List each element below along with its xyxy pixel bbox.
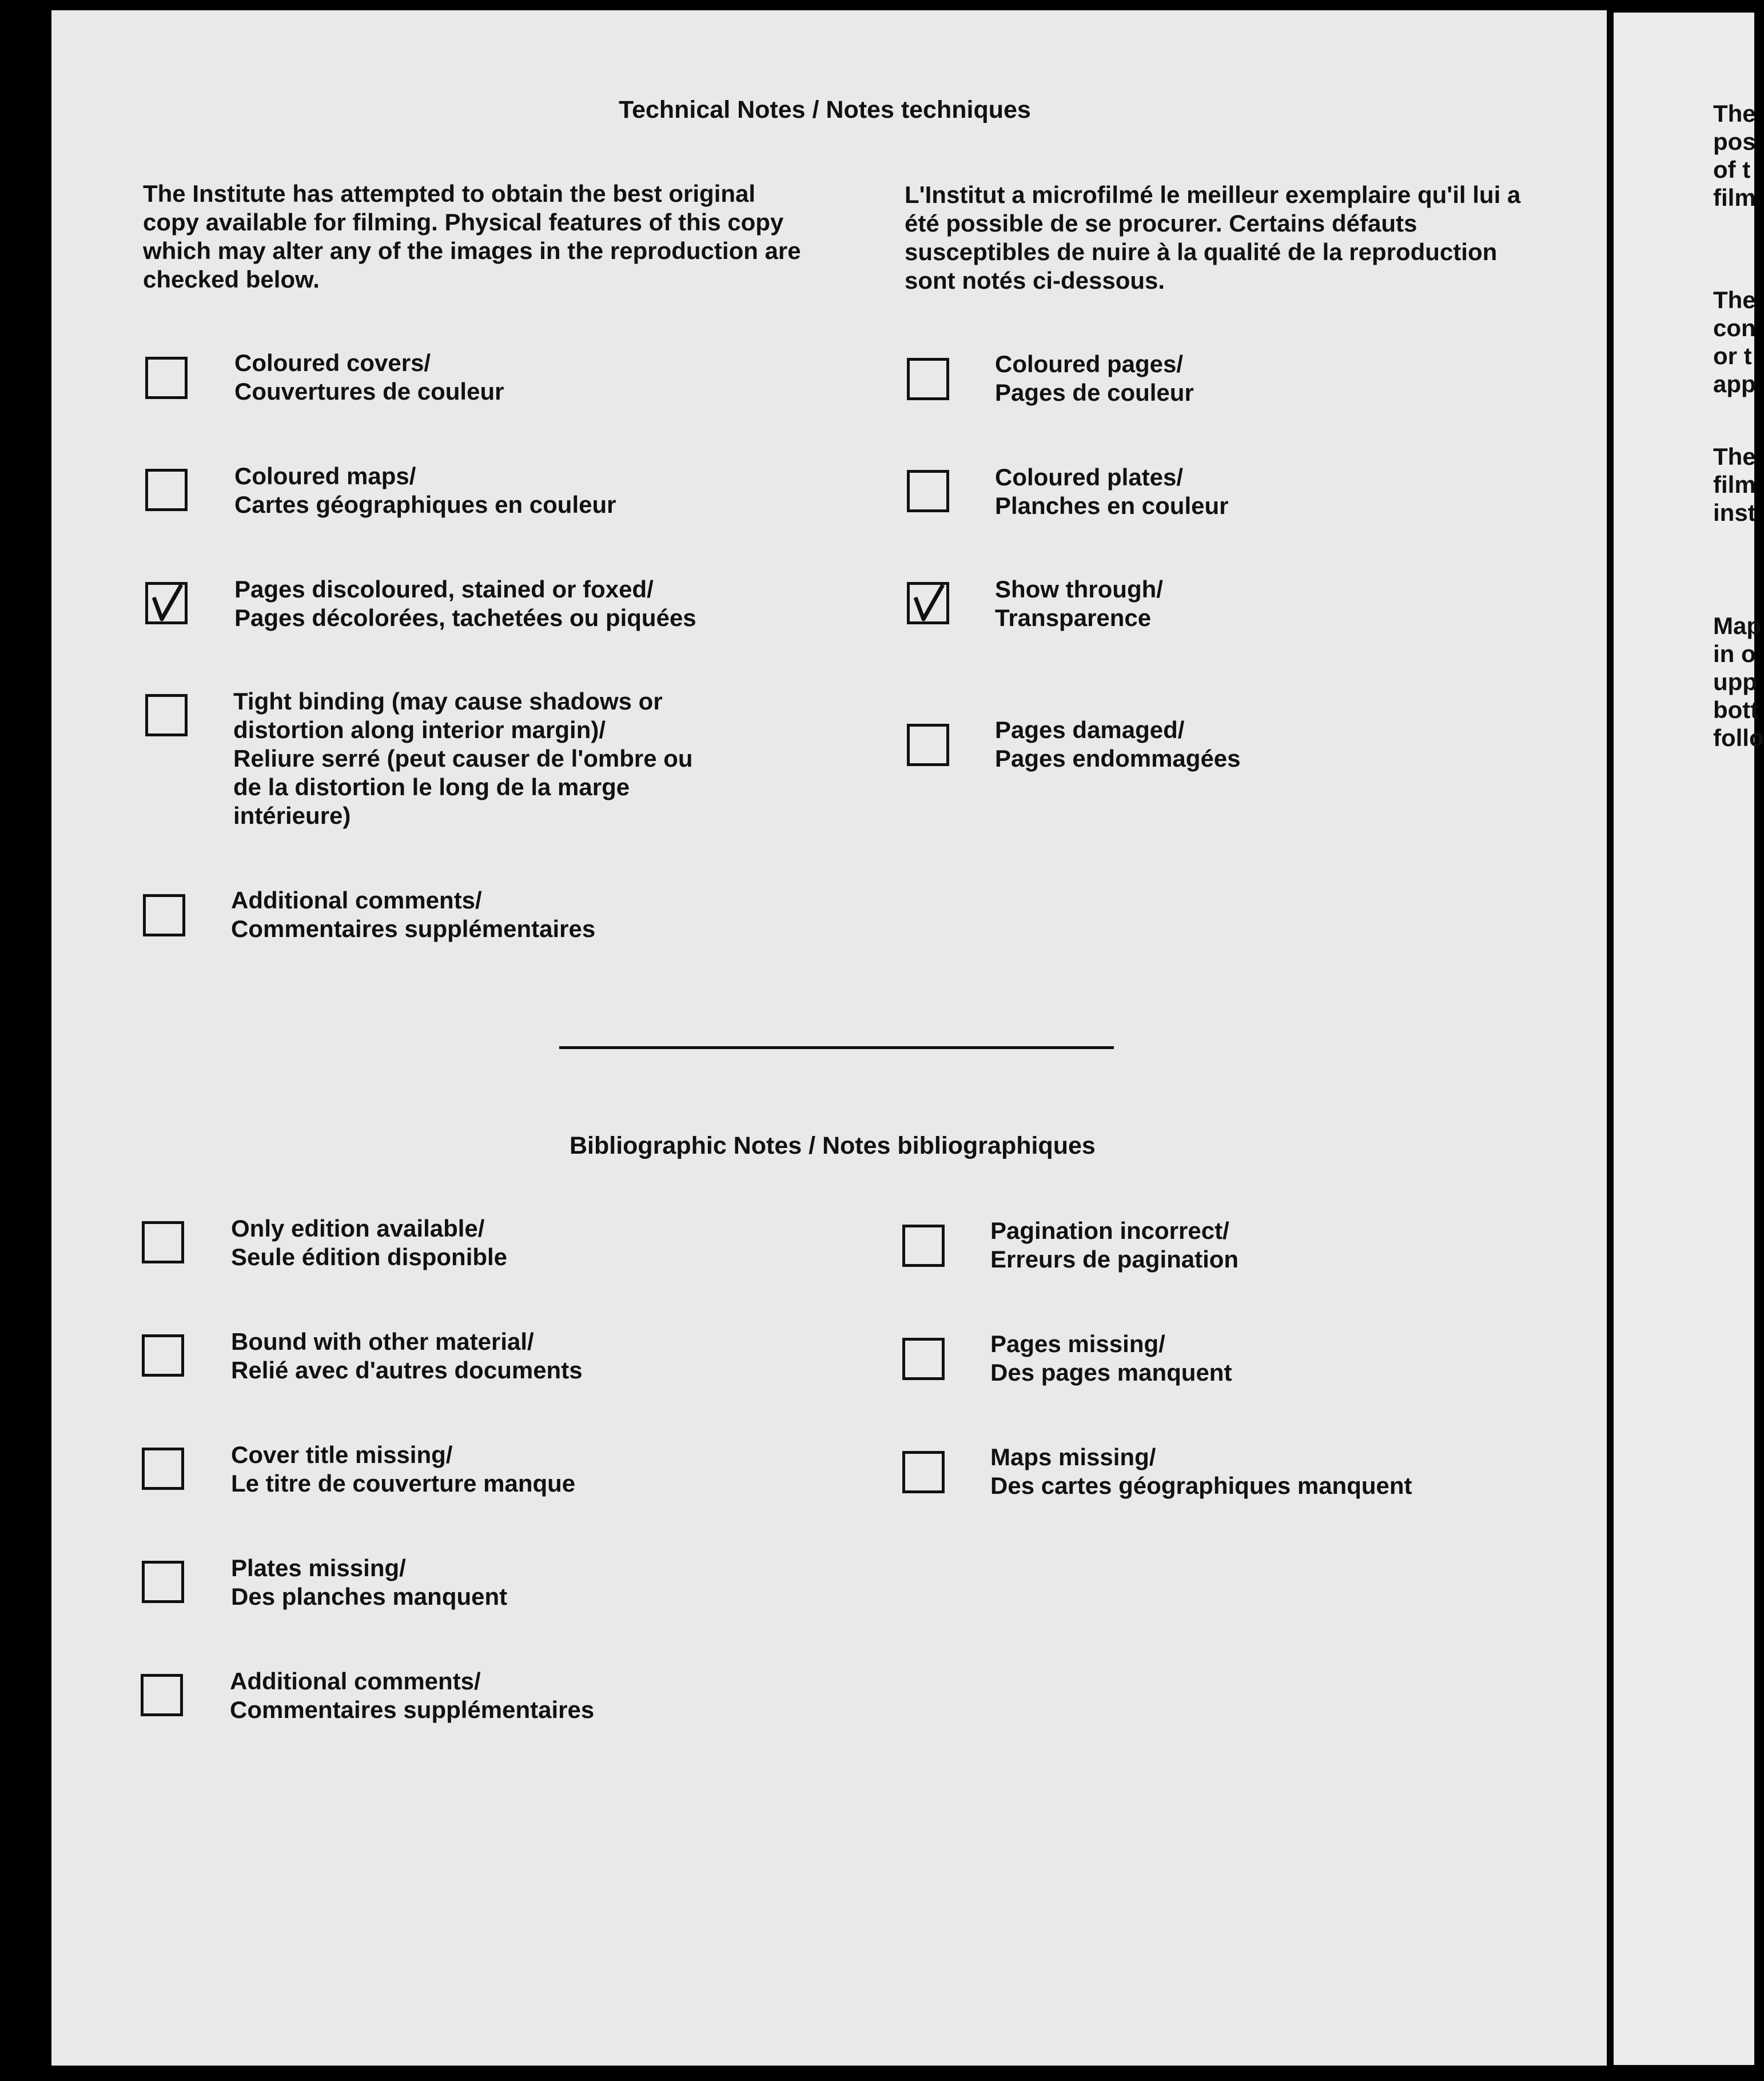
label-en: Coloured maps/ [234,463,416,489]
checkbox-pages-missing[interactable] [902,1338,945,1380]
label-cover-title-missing [231,1441,575,1498]
fragment-line: film [1713,184,1756,211]
label-en: Coloured covers/ [234,349,431,376]
checkbox-maps-missing[interactable] [902,1451,945,1493]
fragment-line: The [1713,286,1756,313]
label-fr: Le titre de couverture manque [231,1470,576,1497]
bibliographic-notes-heading: Bibliographic Notes / Notes bibliographiques [570,1132,1096,1159]
fragment-line: app [1713,370,1756,397]
label-fr: Erreurs de pagination [990,1246,1239,1273]
label-pages-missing [990,1330,1232,1387]
label-fr: Seule édition disponible [231,1243,508,1270]
label-tight-binding [233,687,693,830]
checkbox-cover-title-missing[interactable] [142,1448,184,1490]
label-en: Additional comments/ [231,887,482,914]
checkbox-additional-comments-technical[interactable] [143,894,185,936]
label-fr: Transparence [995,604,1152,631]
label-additional-comments-bibliographic [230,1667,594,1724]
label-en: Maps missing/ [990,1444,1156,1470]
label-fr: Pages de couleur [995,379,1194,406]
fragment-line: The [1713,100,1756,127]
label-additional-comments-technical [231,886,595,943]
label-en: Pages missing/ [990,1330,1165,1357]
fragment-line: follo [1713,724,1764,751]
fragment-line: Map [1713,612,1761,639]
label-line: Tight binding (may cause shadows or [233,688,663,715]
label-line: Reliure serré (peut causer de l'ombre ou [233,745,693,772]
label-fr: Pages décolorées, tachetées ou piquées [234,604,696,631]
label-fr: Commentaires supplémentaires [230,1696,595,1723]
checkbox-bound-with[interactable] [142,1334,184,1377]
label-show-through [995,575,1163,632]
label-line: de la distortion le long de la marge [233,774,630,800]
label-pages-damaged [995,716,1241,773]
label-en: Coloured plates/ [995,464,1184,491]
label-line: intérieure) [233,802,351,829]
checkbox-additional-comments-bibliographic[interactable] [141,1674,183,1716]
checkbox-coloured-pages[interactable] [907,358,949,400]
fragment-line: The [1713,443,1756,470]
label-en: Bound with other material/ [231,1328,534,1355]
label-fr: Des pages manquent [990,1359,1232,1386]
label-fr: Des cartes géographiques manquent [990,1472,1412,1499]
adjacent-page-fragment [1614,13,1764,2065]
label-fr: Planches en couleur [995,492,1229,519]
checkbox-show-through[interactable] [907,582,949,624]
intro-english: The Institute has attempted to obtain the best original copy available for filming. Physical features of this copy which may alter any of the images in the reproduction are checked below. [143,180,801,293]
fragment-line: inst [1713,499,1756,526]
label-en: Coloured pages/ [995,350,1184,377]
label-coloured-maps [234,462,616,519]
fragment-line: con [1713,314,1756,341]
checkbox-pages-damaged[interactable] [907,724,949,766]
label-plates-missing [231,1554,507,1611]
technical-notes-heading: Technical Notes / Notes techniques [619,96,1031,123]
checkmark-icon [150,583,185,624]
checkbox-plates-missing[interactable] [142,1561,184,1603]
label-coloured-covers [234,349,504,406]
label-en: Pages discoloured, stained or foxed/ [234,576,654,603]
label-maps-missing [990,1443,1412,1500]
fragment-line: pos [1713,128,1756,155]
label-fr: Pages endommagées [995,745,1241,772]
label-en: Pagination incorrect/ [990,1217,1229,1244]
label-en: Pages damaged/ [995,716,1185,743]
label-pagination-incorrect [990,1217,1239,1274]
label-fr: Relié avec d'autres documents [231,1357,583,1384]
label-en: Additional comments/ [230,1668,481,1695]
label-pages-discoloured [234,575,696,632]
checkbox-tight-binding[interactable] [145,694,188,736]
fragment-line: in o [1713,640,1756,667]
checkbox-coloured-plates[interactable] [907,470,949,512]
checkbox-coloured-maps[interactable] [145,469,188,511]
label-fr: Des planches manquent [231,1583,508,1610]
fragment-line: or t [1713,342,1752,369]
checkbox-only-edition[interactable] [142,1221,184,1263]
checkmark-icon [912,583,946,624]
label-fr: Couvertures de couleur [234,378,504,405]
fragment-line: upp [1713,668,1757,695]
label-coloured-plates [995,463,1228,520]
label-en: Cover title missing/ [231,1441,453,1468]
label-bound-with [231,1327,583,1385]
label-fr: Cartes géographiques en couleur [234,491,616,518]
fragment-line: film [1713,471,1756,498]
checkbox-coloured-covers[interactable] [145,357,188,399]
checkbox-pages-discoloured[interactable] [145,582,188,624]
label-fr: Commentaires supplémentaires [231,915,596,942]
label-en: Only edition available/ [231,1215,485,1242]
section-divider [559,1046,1114,1049]
label-en: Plates missing/ [231,1554,406,1581]
label-en: Show through/ [995,576,1163,603]
intro-french: L'Institut a microfilmé le meilleur exemplaire qu'il lui a été possible de se procurer. Certains défauts susceptibles de nuire à la qualité de la reproduction sont notés ci-dessous. [905,181,1521,294]
notes-page [51,10,1607,2066]
fragment-line: of t [1713,156,1751,183]
label-only-edition [231,1214,507,1271]
checkbox-pagination-incorrect[interactable] [902,1225,945,1267]
label-line: distortion along interior margin)/ [233,716,606,743]
fragment-line: bott [1713,696,1759,723]
label-coloured-pages [995,350,1194,407]
